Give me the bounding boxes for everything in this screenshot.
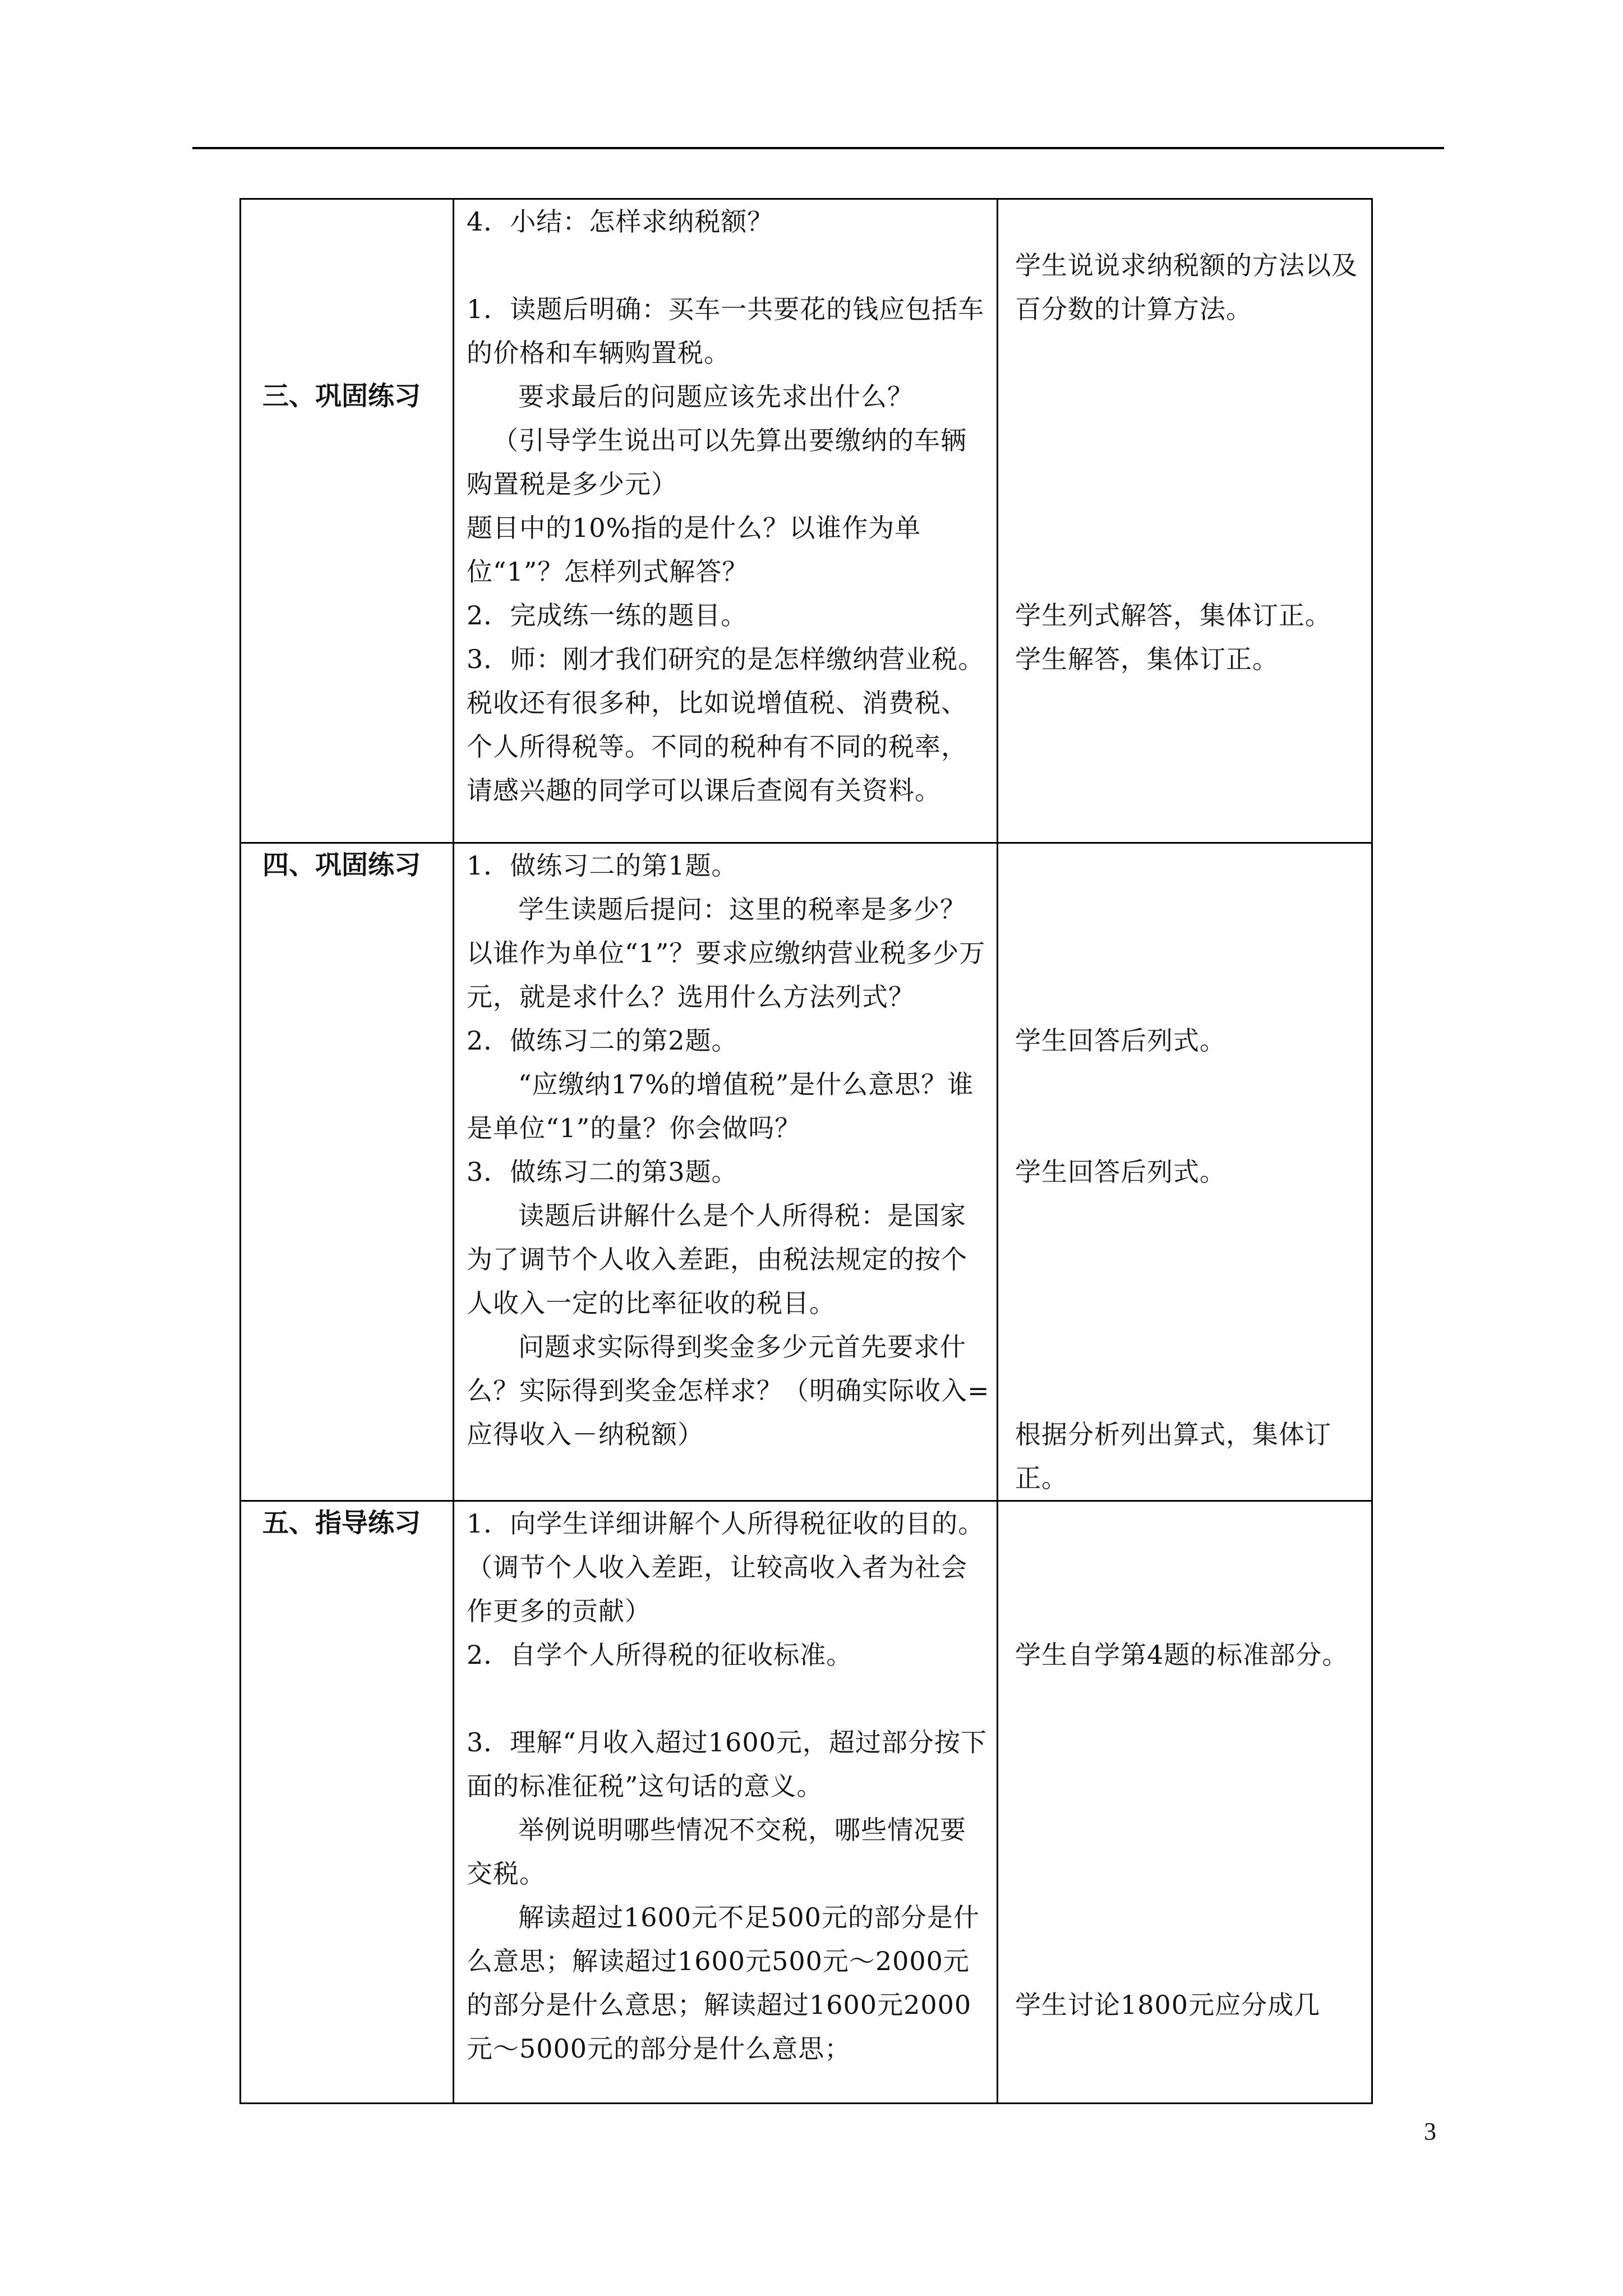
student-cell xyxy=(998,843,1372,1501)
activity-cell xyxy=(454,1501,998,2104)
text-paragraph: 学生自学第4题的标准部分。 xyxy=(1015,1640,1349,1670)
text-line: 学生回答后列式。 xyxy=(1015,1025,1226,1056)
text-paragraph: （引导学生说出可以先算出要缴纳的车辆购置税是多少元） xyxy=(467,425,967,499)
text-line: 2．做练习二的第2题。 xyxy=(467,1025,738,1056)
text-paragraph: 解读超过1600元不足500元的部分是什么意思；解读超过1600元500元～2000元的部分是什么意思；解读超过1600元2000元～5000元的部分是什么意思； xyxy=(467,1902,980,2064)
text-line: 3．做练习二的第3题。 xyxy=(467,1157,738,1187)
stage-cell xyxy=(241,843,454,1501)
blank-line xyxy=(454,243,997,287)
table-row xyxy=(241,199,1372,843)
text-paragraph: 1．向学生详细讲解个人所得税征收的目的。（调节个人收入差距，让较高收入者为社会作更多的贡献） xyxy=(467,1508,985,1626)
text-line: 1．做练习二的第1题。 xyxy=(467,850,738,881)
header-rule xyxy=(192,147,1444,149)
stage-label: 三、巩固练习 xyxy=(262,381,421,412)
text-line: 学生列式解答，集体订正。 xyxy=(1015,600,1331,631)
stage-cell xyxy=(241,1501,454,2104)
text-paragraph: 问题求实际得到奖金多少元首先要求什么？实际得到奖金怎样求？（明确实际收入=应得收入－纳税额） xyxy=(467,1332,990,1450)
student-cell xyxy=(998,199,1372,843)
blank-line xyxy=(454,1677,997,1720)
text-paragraph: 3．师：刚才我们研究的是怎样缴纳营业税。税收还有很多种，比如说增值税、消费税、个人所得税等。不同的税种有不同的税率，请感兴趣的同学可以课后查阅有关资料。 xyxy=(467,644,985,806)
text-paragraph: 3．理解“月收入超过1600元，超过部分按下面的标准征税”这句话的意义。 xyxy=(467,1727,987,1801)
text-line: 4．小结：怎样求纳税额？ xyxy=(467,206,774,237)
text-paragraph: 学生说说求纳税额的方法以及百分数的计算方法。 xyxy=(1015,250,1358,324)
stage-cell xyxy=(241,199,454,843)
text-paragraph: 题目中的10%指的是什么？以谁作为单位“1”？怎样列式解答？ xyxy=(467,513,921,587)
stage-label: 四、巩固练习 xyxy=(262,850,421,881)
text-paragraph: 举例说明哪些情况不交税，哪些情况要交税。 xyxy=(467,1815,966,1889)
text-paragraph: 要求最后的问题应该先求出什么？ xyxy=(518,381,914,412)
text-paragraph: 读题后讲解什么是个人所得税：是国家为了调节个人收入差距，由税法规定的按个人收入一定的比率征收的税目。 xyxy=(467,1200,967,1318)
text-paragraph: 1．读题后明确：买车一共要花的钱应包括车的价格和车辆购置税。 xyxy=(467,294,985,368)
text-line: 2．自学个人所得税的征收标准。 xyxy=(467,1640,853,1670)
text-line: 2．完成练一练的题目。 xyxy=(467,600,748,631)
page-number: 3 xyxy=(1424,2118,1436,2145)
text-paragraph: “应缴纳17%的增值税”是什么意思？谁是单位“1”的量？你会做吗？ xyxy=(467,1069,974,1143)
table-row xyxy=(241,843,1372,1501)
lesson-table xyxy=(239,198,1373,2104)
text-paragraph: 学生读题后提问：这里的税率是多少？以谁作为单位“1”？要求应缴纳营业税多少万元，就是求什么？选用什么方法列式？ xyxy=(467,894,986,1012)
text-line: 学生回答后列式。 xyxy=(1015,1157,1226,1187)
text-paragraph: 根据分析列出算式，集体订正。 xyxy=(1015,1419,1331,1493)
stage-label: 五、指导练习 xyxy=(262,1508,421,1539)
text-line: 学生讨论1800元应分成几 xyxy=(1015,1990,1321,2020)
activity-cell xyxy=(454,199,998,843)
table-row xyxy=(241,1501,1372,2104)
student-cell xyxy=(998,1501,1372,2104)
text-line: 学生解答，集体订正。 xyxy=(1015,644,1279,674)
activity-cell xyxy=(454,843,998,1501)
